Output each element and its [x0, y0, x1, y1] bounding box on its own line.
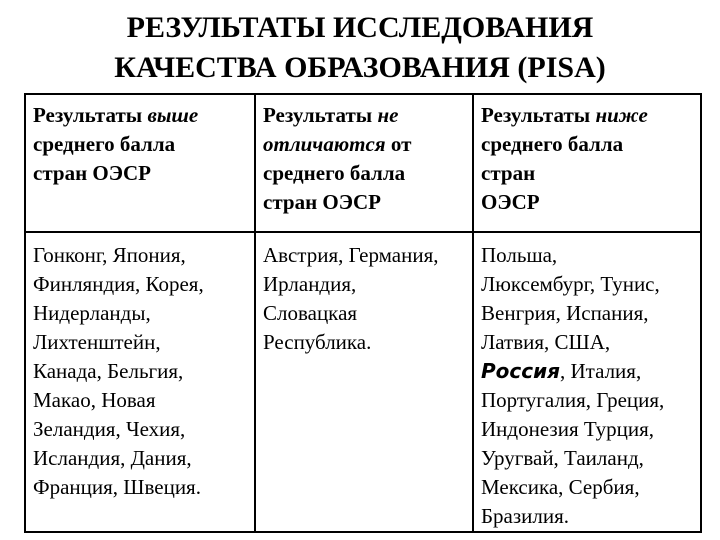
table-row — [25, 232, 701, 532]
title-line-2: КАЧЕСТВА ОБРАЗОВАНИЯ (PISA) — [114, 51, 606, 84]
pisa-results-table — [24, 93, 702, 533]
russia-highlight: Россия — [481, 359, 560, 383]
header-above-average: Результаты выше среднего балла стран ОЭСР — [25, 94, 255, 232]
page-title — [0, 8, 720, 88]
header-below-average: Результаты ниже среднего балла стран ОЭСР — [473, 94, 701, 232]
table-header-row — [25, 94, 701, 232]
countries-below-average: Польша, Люксембург, Тунис, Венгрия, Испания, Латвия, США, Россия, Италия, Португалия, Греция, Индонезия Турция, Уругвай, Таиланд, Мексика, Сербия, Бразилия. — [473, 232, 701, 532]
header-not-different: Результаты не отличаются от среднего балла стран ОЭСР — [255, 94, 473, 232]
countries-above-average: Гонконг, Япония, Финляндия, Корея, Нидерланды, Лихтенштейн, Канада, Бельгия, Макао, Новая Зеландия, Чехия, Исландия, Дания, Франция, Швеция. — [25, 232, 255, 532]
title-line-1: РЕЗУЛЬТАТЫ ИССЛЕДОВАНИЯ — [126, 11, 594, 44]
countries-not-different: Австрия, Германия, Ирландия, Словацкая Республика. — [255, 232, 473, 532]
